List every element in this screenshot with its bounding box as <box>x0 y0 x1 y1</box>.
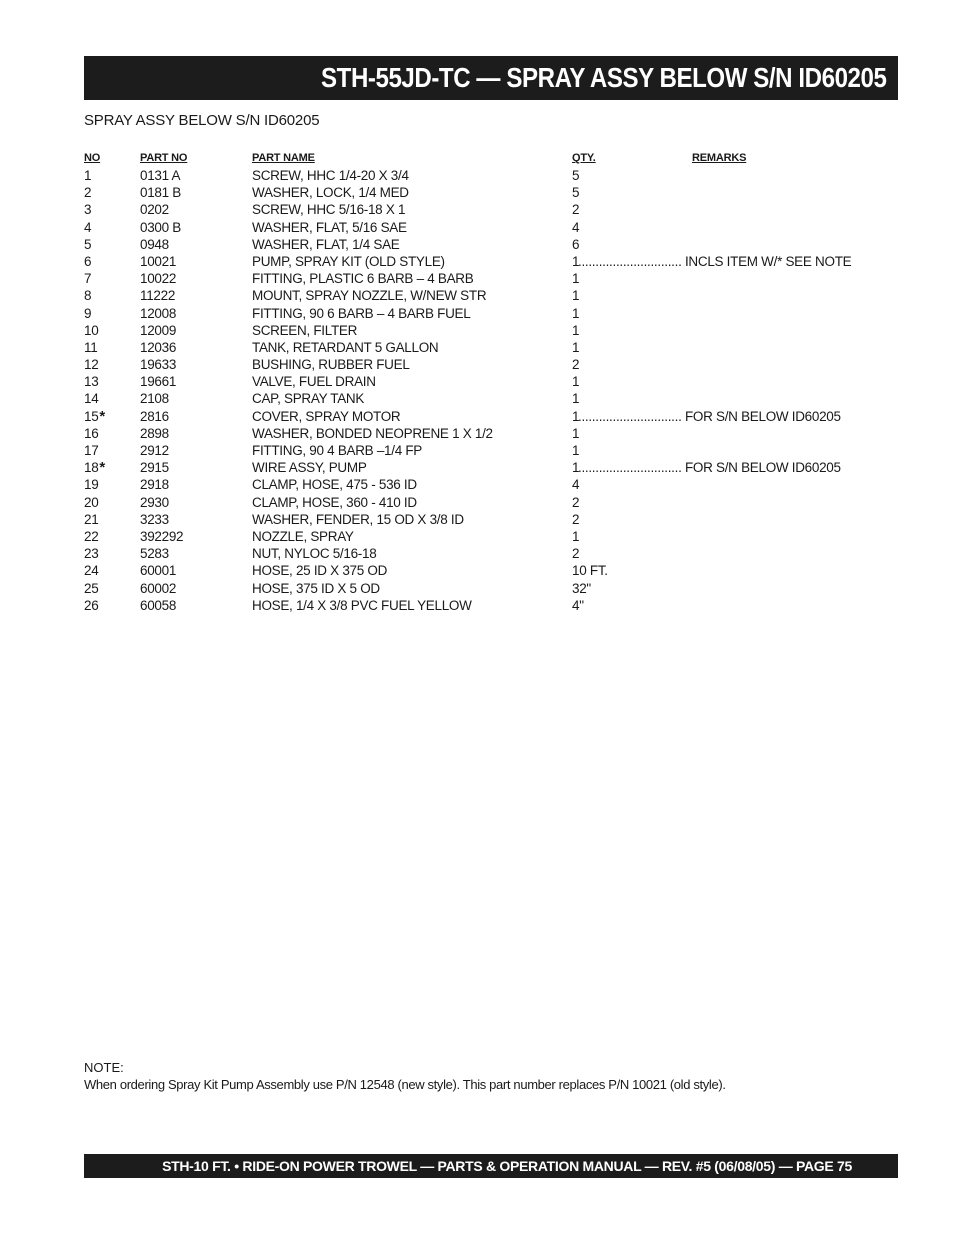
cell-qty: 2 <box>572 357 580 373</box>
cell-part-name: PUMP, SPRAY KIT (OLD STYLE) <box>252 253 445 269</box>
table-row <box>84 167 898 184</box>
asterisk-marker: * <box>99 407 105 425</box>
cell-qty: 1 <box>572 322 580 338</box>
table-row <box>84 219 898 236</box>
cell-part-name: WASHER, FLAT, 5/16 SAE <box>252 219 407 235</box>
section-subtitle: SPRAY ASSY BELOW S/N ID60205 <box>84 112 320 129</box>
cell-no-value: 10 <box>84 322 99 338</box>
cell-qty: 1 <box>572 305 580 321</box>
cell-qty: 1 <box>572 288 580 304</box>
table-row <box>84 390 898 407</box>
cell-qty: 1 <box>572 460 580 476</box>
table-row <box>84 339 898 356</box>
table-row <box>84 305 898 322</box>
cell-no-value: 4 <box>84 219 92 235</box>
cell-no <box>84 201 91 218</box>
cell-part-name: HOSE, 375 ID X 5 OD <box>252 580 380 596</box>
table-row <box>84 476 898 493</box>
cell-no-value: 21 <box>84 511 99 527</box>
cell-no <box>84 184 91 201</box>
table-row <box>84 545 898 562</box>
table-row <box>84 597 898 614</box>
cell-no <box>84 322 98 339</box>
cell-no-value: 24 <box>84 563 99 579</box>
cell-no <box>84 511 98 528</box>
cell-no-value: 19 <box>84 477 99 493</box>
cell-no-value: 8 <box>84 288 92 304</box>
cell-part-name: HOSE, 1/4 X 3/8 PVC FUEL YELLOW <box>252 597 472 613</box>
page-title-bar <box>84 56 898 100</box>
cell-part-no: 2918 <box>140 477 169 493</box>
cell-part-no: 12008 <box>140 305 177 321</box>
cell-no-value: 11 <box>84 339 98 355</box>
cell-no-value: 6 <box>84 253 92 269</box>
col-header-qty: QTY. <box>572 152 596 164</box>
table-row <box>84 562 898 579</box>
cell-part-name: CAP, SPRAY TANK <box>252 391 365 407</box>
footer-text: STH-10 FT. • RIDE-ON POWER TROWEL — PARTS & OPERATION MANUAL — REV. #5 (06/08/05) — PAGE 75 <box>162 1158 852 1174</box>
cell-part-name: WASHER, LOCK, 1/4 MED <box>252 185 409 201</box>
cell-part-name: FITTING, PLASTIC 6 BARB – 4 BARB <box>252 271 474 287</box>
col-header-remarks: REMARKS <box>692 152 747 164</box>
cell-no-value: 23 <box>84 546 99 562</box>
cell-no-value: 22 <box>84 528 99 544</box>
cell-qty: 1 <box>572 408 580 424</box>
cell-part-no: 12009 <box>140 322 177 338</box>
cell-part-no: 2108 <box>140 391 169 407</box>
table-row <box>84 442 898 459</box>
cell-part-no: 0948 <box>140 236 169 252</box>
cell-part-name: FITTING, 90 6 BARB – 4 BARB FUEL <box>252 305 471 321</box>
cell-part-name: WIRE ASSY, PUMP <box>252 460 367 476</box>
cell-part-name: SCREW, HHC 1/4-20 X 3/4 <box>252 168 409 183</box>
cell-no <box>84 253 91 270</box>
cell-qty: 4 <box>572 219 580 235</box>
cell-part-no: 19661 <box>140 374 177 390</box>
cell-part-name: CLAMP, HOSE, 360 - 410 ID <box>252 494 417 510</box>
parts-table-body <box>84 167 898 614</box>
footer-bar <box>84 1154 898 1178</box>
cell-no <box>84 476 98 493</box>
cell-no-value: 5 <box>84 236 92 252</box>
cell-no-value: 13 <box>84 374 99 390</box>
cell-qty: 1 <box>572 253 580 269</box>
parts-table-header <box>84 152 898 166</box>
cell-part-name: SCREEN, FILTER <box>252 322 358 338</box>
cell-qty: 32" <box>572 580 591 596</box>
col-header-part-name: PART NAME <box>252 152 315 164</box>
cell-qty: 6 <box>572 236 580 252</box>
table-row <box>84 287 898 304</box>
col-header-no: NO <box>84 152 101 164</box>
cell-part-no: 0131 A <box>140 168 181 183</box>
cell-qty: 1 <box>572 425 580 441</box>
note-text: When ordering Spray Kit Pump Assembly use P/N 12548 (new style). This part number replaces P/N 10021 (old style). <box>84 1077 726 1092</box>
table-row <box>84 425 898 442</box>
cell-part-no: 3233 <box>140 511 169 527</box>
table-row <box>84 580 898 597</box>
cell-qty: 1 <box>572 443 580 458</box>
cell-no <box>84 390 98 407</box>
cell-part-no: 2915 <box>140 460 169 476</box>
cell-no <box>84 287 91 304</box>
cell-remarks: .............................. FOR S/N BELOW ID60205 <box>578 460 841 476</box>
cell-no-value: 15 <box>84 408 99 424</box>
cell-qty: 4" <box>572 597 584 613</box>
cell-no <box>84 270 91 287</box>
cell-no-value: 25 <box>84 580 99 596</box>
cell-no <box>84 545 98 562</box>
table-row <box>84 322 898 339</box>
cell-part-no: 60001 <box>140 563 177 579</box>
cell-no <box>84 356 98 373</box>
cell-qty: 10 FT. <box>572 563 608 579</box>
cell-part-name: MOUNT, SPRAY NOZZLE, W/NEW STR <box>252 288 487 304</box>
cell-part-no: 60058 <box>140 597 177 613</box>
cell-part-no: 0202 <box>140 202 169 218</box>
table-row <box>84 356 898 373</box>
cell-part-name: BUSHING, RUBBER FUEL <box>252 357 410 373</box>
note-label: NOTE: <box>84 1060 124 1075</box>
cell-no <box>84 459 105 476</box>
cell-qty: 5 <box>572 185 580 201</box>
cell-qty: 2 <box>572 511 580 527</box>
cell-part-name: TANK, RETARDANT 5 GALLON <box>252 339 439 355</box>
table-row <box>84 511 898 528</box>
cell-part-name: CLAMP, HOSE, 475 - 536 ID <box>252 477 417 493</box>
cell-no <box>84 236 91 253</box>
cell-no <box>84 339 97 356</box>
col-header-part-no: PART NO <box>140 152 188 164</box>
cell-no <box>84 373 98 390</box>
cell-no <box>84 562 98 579</box>
cell-no-value: 3 <box>84 202 92 218</box>
cell-qty: 1 <box>572 391 580 407</box>
cell-no <box>84 528 98 545</box>
cell-no <box>84 305 91 322</box>
cell-part-no: 19633 <box>140 357 177 373</box>
cell-no <box>84 442 98 459</box>
cell-no <box>84 425 98 442</box>
cell-qty: 1 <box>572 339 580 355</box>
cell-no-value: 18 <box>84 460 99 476</box>
cell-no-value: 9 <box>84 305 92 321</box>
cell-no <box>84 494 98 511</box>
cell-part-name: WASHER, BONDED NEOPRENE 1 X 1/2 <box>252 425 493 441</box>
table-row <box>84 408 898 425</box>
cell-remarks: .............................. FOR S/N BELOW ID60205 <box>578 408 841 424</box>
cell-qty: 2 <box>572 202 580 218</box>
cell-remarks: .............................. INCLS ITEM W/* SEE NOTE <box>578 253 852 269</box>
cell-qty: 1 <box>572 271 580 287</box>
cell-qty: 1 <box>572 374 580 390</box>
cell-no-value: 16 <box>84 425 99 441</box>
cell-no-value: 26 <box>84 597 99 613</box>
cell-no-value: 14 <box>84 391 99 407</box>
table-row <box>84 494 898 511</box>
cell-no-value: 20 <box>84 494 99 510</box>
page-title: STH-55JD-TC — SPRAY ASSY BELOW S/N ID60205 <box>320 62 886 93</box>
cell-part-name: NUT, NYLOC 5/16-18 <box>252 546 377 562</box>
cell-qty: 2 <box>572 494 580 510</box>
cell-part-name: HOSE, 25 ID X 375 OD <box>252 563 388 579</box>
cell-no <box>84 167 91 184</box>
cell-part-no: 2930 <box>140 494 169 510</box>
cell-part-no: 12036 <box>140 339 177 355</box>
cell-no <box>84 597 98 614</box>
cell-no-value: 2 <box>84 185 92 201</box>
cell-part-name: WASHER, FLAT, 1/4 SAE <box>252 236 400 252</box>
table-row <box>84 236 898 253</box>
cell-no-value: 1 <box>84 168 92 183</box>
cell-no <box>84 580 98 597</box>
cell-part-no: 2816 <box>140 408 169 424</box>
cell-part-no: 10021 <box>140 253 177 269</box>
table-row <box>84 184 898 201</box>
cell-part-no: 392292 <box>140 528 184 544</box>
cell-qty: 2 <box>572 546 580 562</box>
cell-part-no: 0181 B <box>140 185 181 201</box>
cell-part-no: 60002 <box>140 580 177 596</box>
table-row <box>84 459 898 476</box>
asterisk-marker: * <box>99 459 105 477</box>
cell-part-no: 2912 <box>140 443 169 458</box>
cell-qty: 5 <box>572 168 580 183</box>
table-row <box>84 253 898 270</box>
cell-qty: 4 <box>572 477 580 493</box>
cell-part-name: SCREW, HHC 5/16-18 X 1 <box>252 202 406 218</box>
cell-part-name: VALVE, FUEL DRAIN <box>252 374 376 390</box>
cell-part-no: 0300 B <box>140 219 181 235</box>
table-row <box>84 201 898 218</box>
table-row <box>84 528 898 545</box>
cell-no <box>84 408 105 425</box>
cell-qty: 1 <box>572 528 580 544</box>
cell-no-value: 7 <box>84 271 92 287</box>
cell-part-no: 2898 <box>140 425 169 441</box>
cell-part-name: NOZZLE, SPRAY <box>252 528 354 544</box>
cell-part-name: FITTING, 90 4 BARB –1/4 FP <box>252 443 423 458</box>
cell-part-name: COVER, SPRAY MOTOR <box>252 408 401 424</box>
cell-part-no: 10022 <box>140 271 177 287</box>
cell-part-no: 11222 <box>140 288 176 304</box>
table-row <box>84 373 898 390</box>
cell-no-value: 17 <box>84 443 99 458</box>
cell-part-no: 5283 <box>140 546 169 562</box>
cell-no-value: 12 <box>84 357 99 373</box>
cell-part-name: WASHER, FENDER, 15 OD X 3/8 ID <box>252 511 464 527</box>
table-row <box>84 270 898 287</box>
cell-no <box>84 219 91 236</box>
